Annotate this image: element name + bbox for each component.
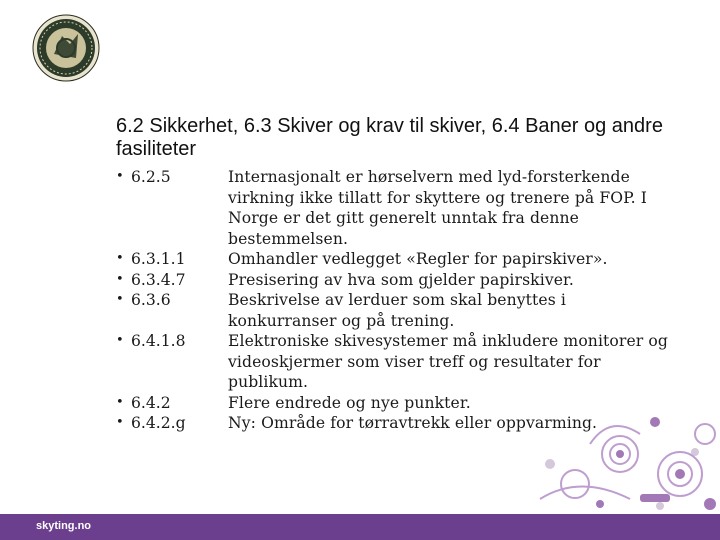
rule-code: 6.4.2.g (131, 414, 186, 432)
bullet: • (116, 415, 124, 430)
rule-description: Elektroniske skivesystemer må inkludere monitorer og videoskjermer som viser treff og resultater for publikum. (228, 332, 668, 391)
rule-description: Omhandler vedlegget «Regler for papirskiver». (228, 250, 608, 268)
rule-description: Beskrivelse av lerduer som skal benyttes i konkurranser og på trening. (228, 291, 566, 330)
list-item (116, 270, 676, 291)
bullet: • (116, 394, 124, 410)
rule-description: Internasjonalt er hørselvern med lyd-forsterkende virkning ikke tillatt for skyttere og trenere på FOP. I Norge er det gitt generelt unntak fra denne bestemmelsen. (228, 168, 647, 248)
footer-site-label: skyting.no (36, 520, 92, 532)
footer-bar (0, 514, 720, 540)
slide-title: 6.2 Sikkerhet, 6.3 Skiver og krav til skiver, 6.4 Baner og andre fasiliteter (116, 115, 663, 160)
list-item (116, 290, 676, 331)
bullet: • (116, 292, 124, 307)
rule-code: 6.3.4.7 (131, 270, 186, 289)
bullet: • (116, 271, 124, 287)
rule-description: Flere endrede og nye punkter. (228, 393, 471, 412)
rule-code: 6.3.1.1 (131, 250, 186, 268)
rule-code: 6.2.5 (131, 168, 171, 186)
rule-code: 6.3.6 (131, 291, 171, 309)
target-decoration-graphic (480, 404, 720, 514)
bullet: • (116, 169, 124, 184)
rule-code: 6.4.2 (131, 393, 171, 412)
list-item (116, 167, 676, 249)
list-item (116, 331, 676, 393)
rule-description: Ny: Område for tørravtrekk eller oppvarming. (228, 414, 598, 432)
bullet: • (116, 333, 124, 348)
rule-list (116, 167, 676, 434)
bullet: • (116, 251, 124, 266)
rule-description: Presisering av hva som gjelder papirskiver. (228, 270, 574, 289)
federation-logo-icon (32, 14, 100, 82)
rule-code: 6.4.1.8 (131, 332, 186, 350)
list-item (116, 249, 676, 270)
